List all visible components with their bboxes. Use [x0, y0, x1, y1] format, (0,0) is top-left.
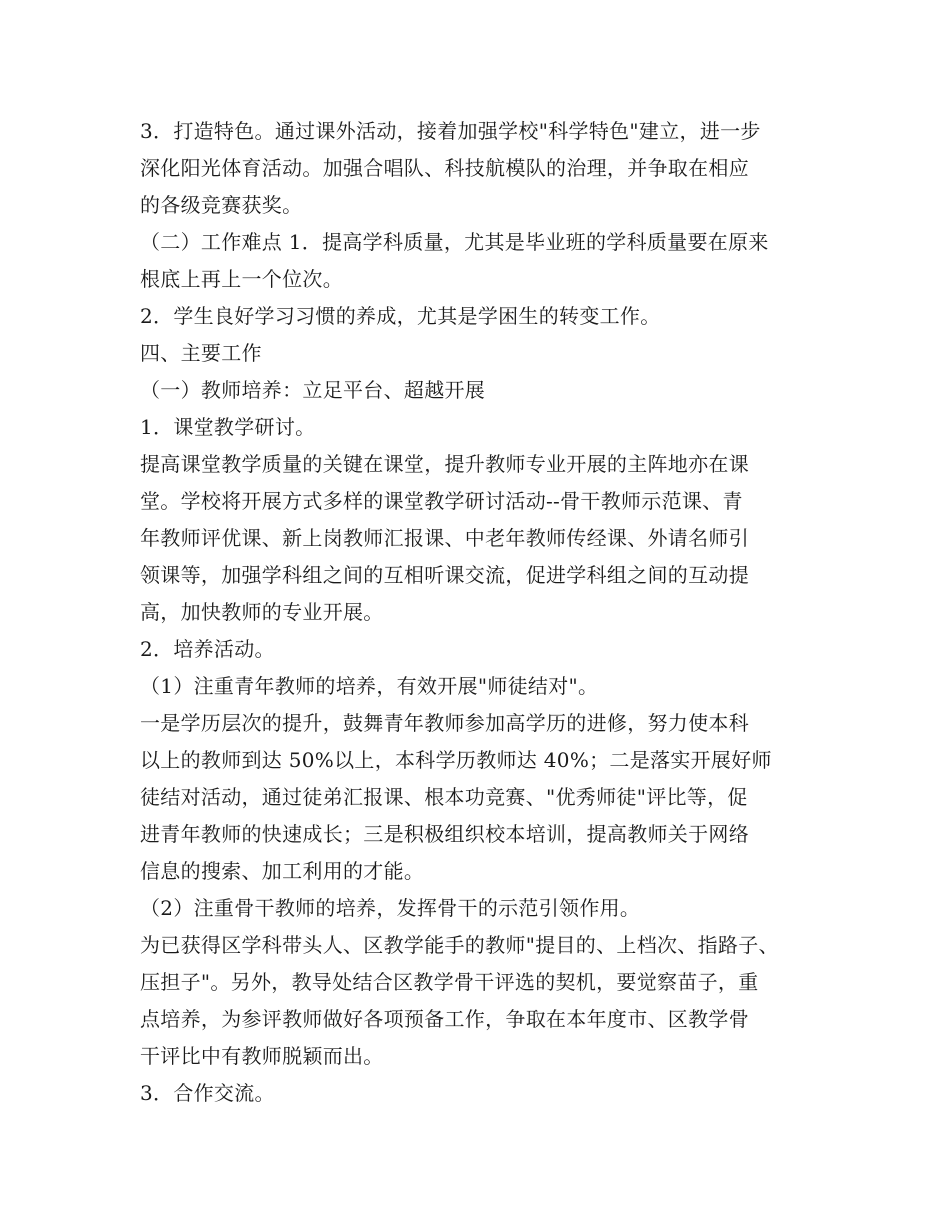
text-line: 根底上再上一个位次。 — [140, 267, 343, 291]
document-body — [140, 113, 820, 1112]
subitem-heading: （2）注重骨干教师的培养，发挥骨干的示范引领作用。 — [140, 896, 641, 920]
text-line: 为已获得区学科带头人、区教学能手的教师"提目的、上档次、指路子、 — [140, 933, 779, 957]
text-line: 压担子"。另外，教导处结合区教学骨干评选的契机，要觉察苗子，重 — [140, 970, 759, 994]
subsection-heading: （一）教师培养：立足平台、超越开展 — [140, 378, 486, 402]
item-heading: 3．合作交流。 — [140, 1081, 275, 1105]
text-line: 点培养，为参评教师做好各项预备工作，争取在本年度市、区教学骨 — [140, 1007, 749, 1031]
text-line: 以上的教师到达 50%以上，本科学历教师达 40%；二是落实开展好师 — [140, 748, 772, 772]
text-line: 提高课堂教学质量的关键在课堂，提升教师专业开展的主阵地亦在课 — [140, 452, 749, 476]
text-line: 堂。学校将开展方式多样的课堂教学研讨活动--骨干教师示范课、青 — [140, 489, 743, 513]
text-line: 深化阳光体育活动。加强合唱队、科技航模队的治理，并争取在相应 — [140, 156, 749, 180]
text-line: 领课等，加强学科组之间的互相听课交流，促进学科组之间的互动提 — [140, 563, 749, 587]
text-line: 徒结对活动，通过徒弟汇报课、根本功竞赛、"优秀师徒"评比等，促 — [140, 785, 748, 809]
text-line: 高，加快教师的专业开展。 — [140, 600, 384, 624]
text-line: 2．学生良好学习习惯的养成，尤其是学困生的转变工作。 — [140, 304, 661, 328]
item-heading: 2．培养活动。 — [140, 637, 275, 661]
item-heading: 1．课堂教学研讨。 — [140, 415, 316, 439]
text-line: 干评比中有教师脱颖而出。 — [140, 1044, 384, 1068]
text-line: 进青年教师的快速成长；三是积极组织校本培训，提高教师关于网络 — [140, 822, 749, 846]
text-line: 信息的搜索、加工利用的才能。 — [140, 859, 425, 883]
text-line: 的各级竞赛获奖。 — [140, 193, 303, 217]
text-line: 年教师评优课、新上岗教师汇报课、中老年教师传经课、外请名师引 — [140, 526, 749, 550]
text-line: （二）工作难点 1．提高学科质量，尤其是毕业班的学科质量要在原来 — [140, 230, 769, 254]
text-line: 一是学历层次的提升，鼓舞青年教师参加高学历的进修，努力使本科 — [140, 711, 749, 735]
section-heading: 四、主要工作 — [140, 341, 262, 365]
subitem-heading: （1）注重青年教师的培养，有效开展"师徒结对"。 — [140, 674, 599, 698]
text-line: 3．打造特色。通过课外活动，接着加强学校"科学特色"建立，进一步 — [140, 119, 761, 143]
